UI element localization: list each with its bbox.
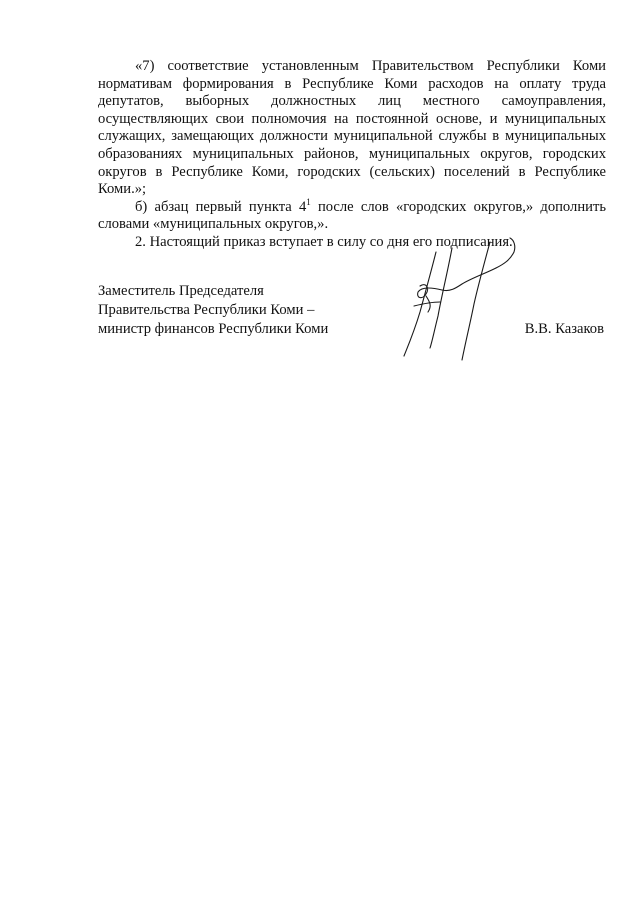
- signer-title-line-1: Заместитель Председателя: [98, 283, 264, 299]
- paragraph-text-before-superscript: б) абзац первый пункта 4: [135, 198, 307, 215]
- handwritten-signature: [392, 228, 532, 368]
- signer-name: В.В. Казаков: [524, 321, 604, 337]
- document-body: [98, 58, 606, 252]
- paragraph-item-7: «7) соответствие установленным Правительством Республики Коми нормативам формирования в Республике Коми расходов на оплату труда депутатов, выборных должностных лиц местного самоуправления, осуществляющих свои полномочия на постоянной основе, и муниципальных служащих, замещающих должности муниципальной службы в муниципальных образованиях муниципальных районов, муниципальных округов, городских округов в Республике Коми, городских (сельских) поселений в Республике Коми.»;: [98, 58, 606, 198]
- paragraph-effective-date: 2. Настоящий приказ вступает в силу со дня его подписания.: [135, 233, 513, 250]
- paragraph-text-after-superscript: после слов «городских округов,» дополнить словами «муниципальных округов,».: [98, 198, 606, 233]
- signer-title-line-2: Правительства Республики Коми –: [98, 302, 315, 318]
- superscript-index: 1: [306, 196, 311, 207]
- signer-title-line-3: министр финансов Республики Коми: [98, 321, 329, 337]
